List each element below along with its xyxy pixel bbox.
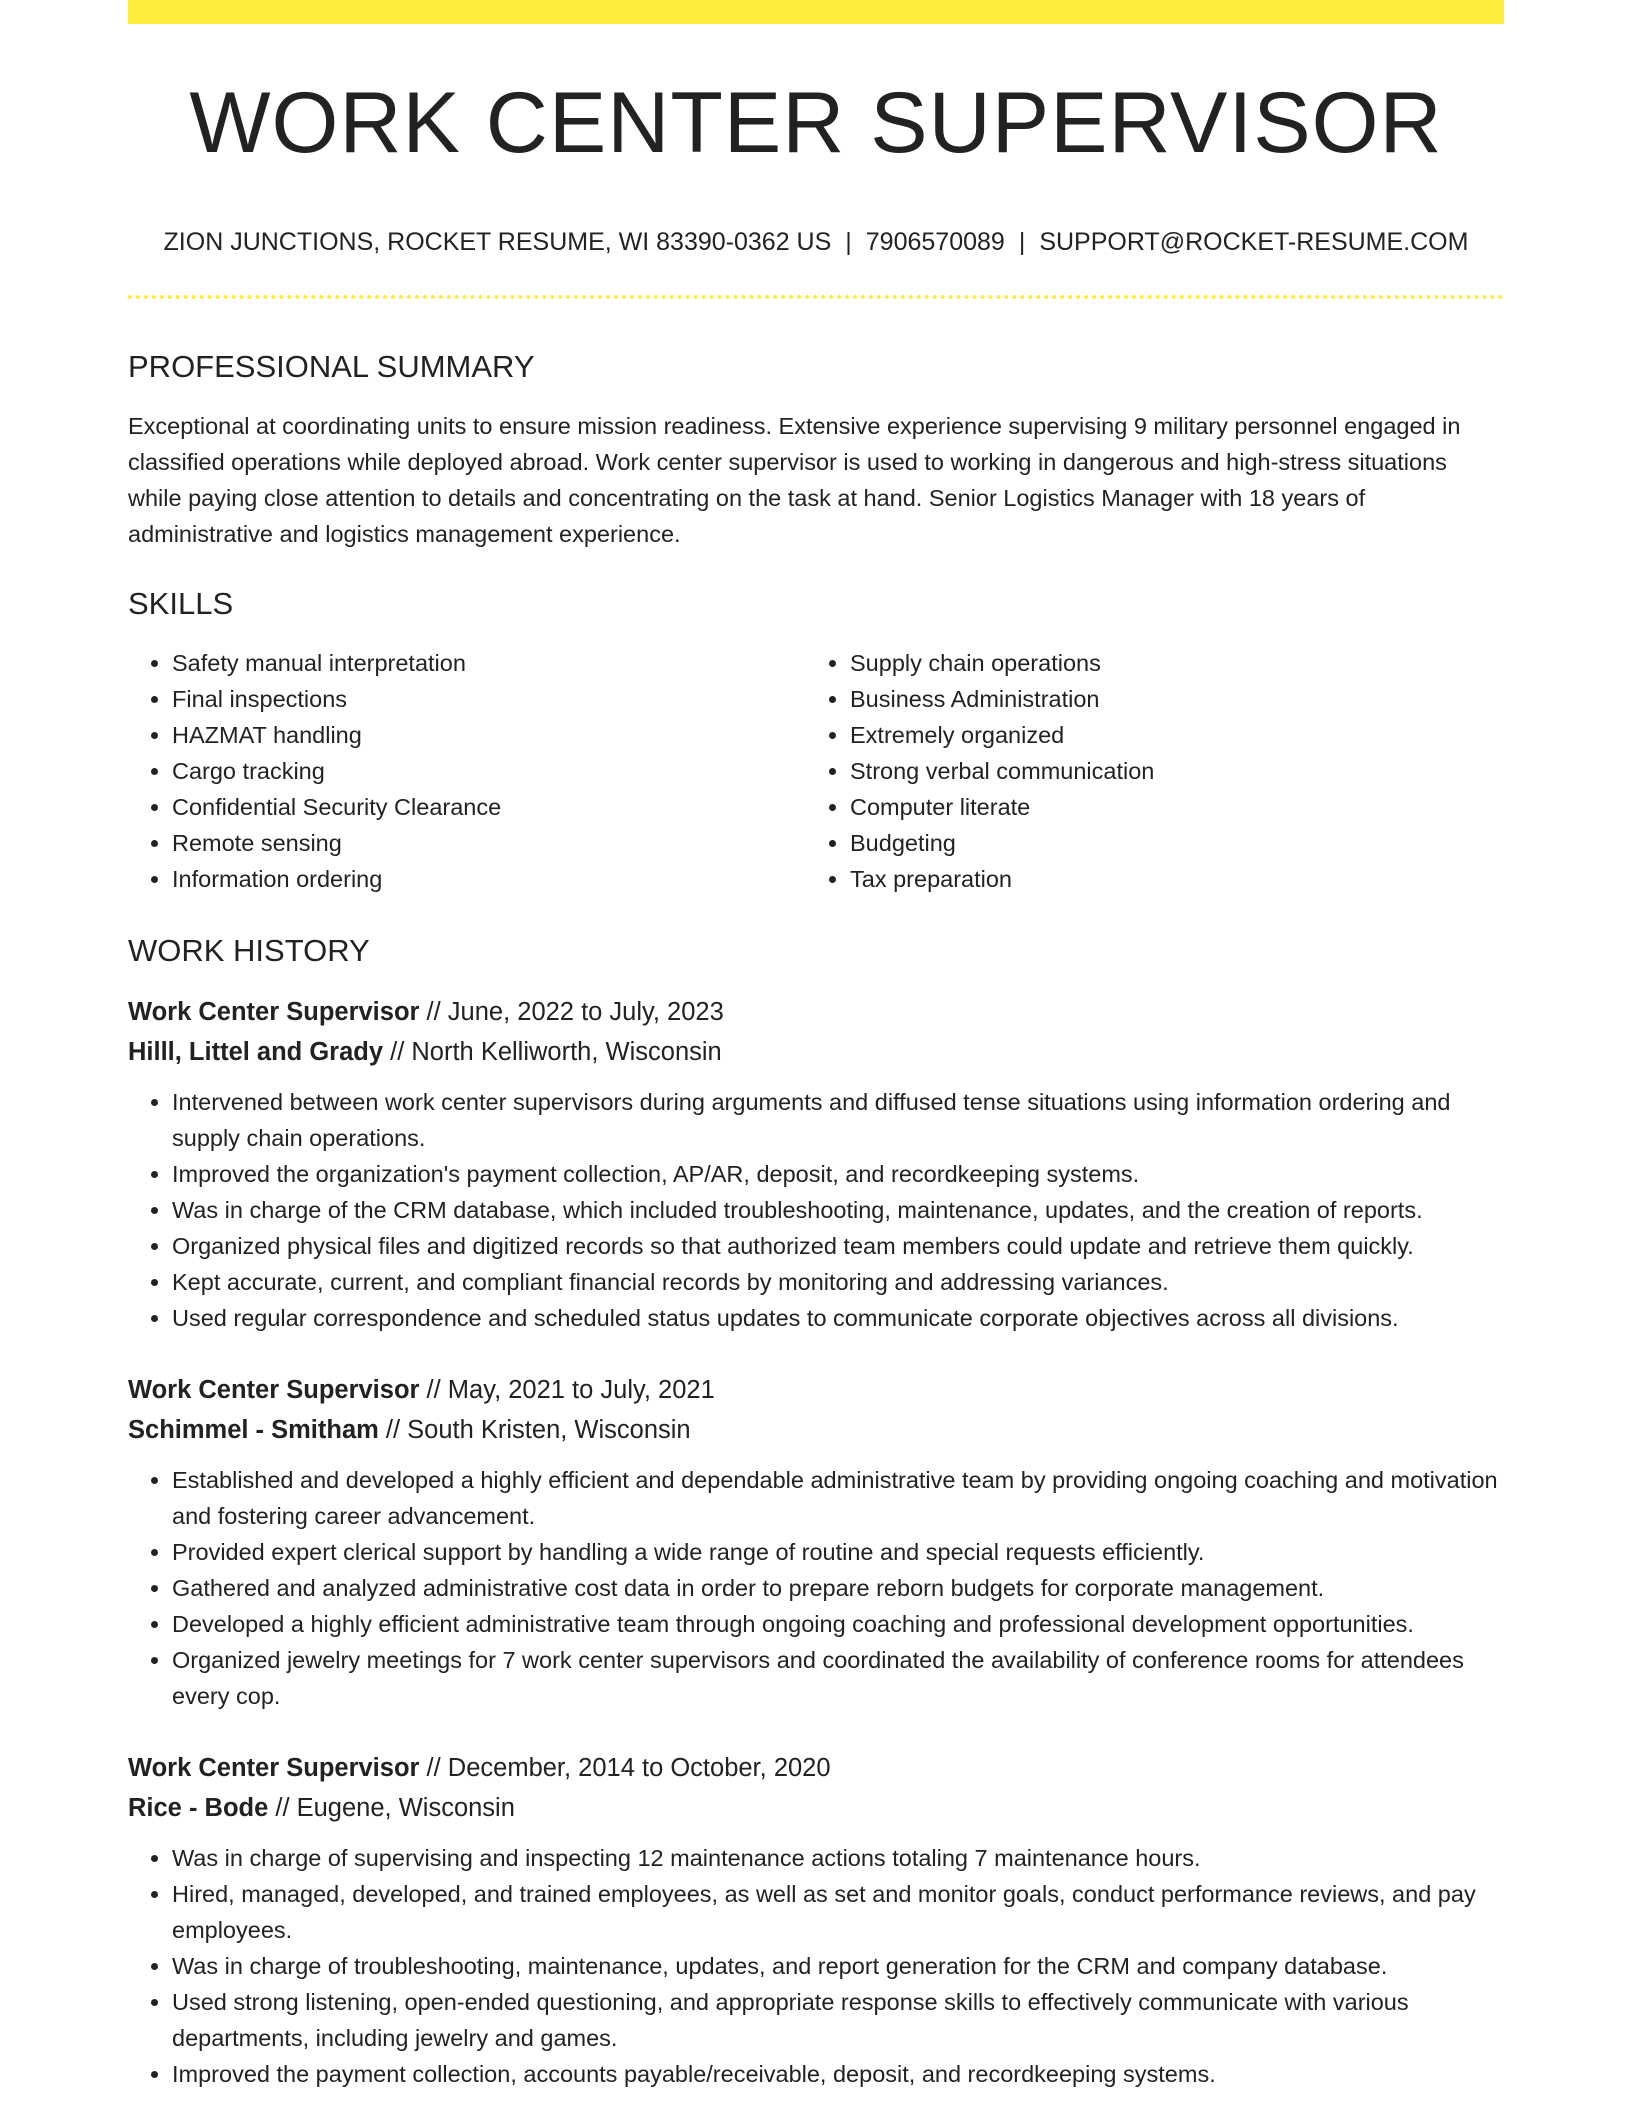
job-role: Work Center Supervisor: [128, 1376, 420, 1404]
job-location: // South Kristen, Wisconsin: [378, 1416, 691, 1444]
skill-item: • HAZMAT handling: [172, 717, 806, 753]
contact-line: [128, 230, 1504, 255]
job-location: // Eugene, Wisconsin: [268, 1794, 515, 1822]
skills-heading: SKILLS: [128, 586, 234, 621]
job-bullet: • Organized physical files and digitized records so that authorized team members could update and retrieve them quickly.: [172, 1228, 1504, 1264]
job-bullets: [128, 1084, 1504, 1336]
job-role-line: [128, 1370, 1504, 1410]
skills-list-right: [806, 645, 1484, 897]
job-role: Work Center Supervisor: [128, 998, 420, 1026]
skill-item: • Strong verbal communication: [850, 753, 1484, 789]
contact-separator: |: [1018, 228, 1026, 256]
job-company: Hilll, Littel and Grady: [128, 1038, 384, 1066]
resume-name: WORK CENTER SUPERVISOR: [189, 75, 1443, 171]
skill-item: • Computer literate: [850, 789, 1484, 825]
contact-address: ZION JUNCTIONS, ROCKET RESUME, WI 83390-0362 US: [163, 228, 832, 256]
job-bullet: • Kept accurate, current, and compliant financial records by monitoring and addressing variances.: [172, 1264, 1504, 1300]
job-bullet: • Was in charge of the CRM database, which included troubleshooting, maintenance, updates, and the creation of reports.: [172, 1192, 1504, 1228]
skill-item: • Remote sensing: [172, 825, 806, 861]
job-bullet: • Improved the payment collection, accounts payable/receivable, deposit, and recordkeeping systems.: [172, 2056, 1504, 2092]
job-dates: // May, 2021 to July, 2021: [419, 1376, 715, 1404]
job-dates: // June, 2022 to July, 2023: [419, 998, 724, 1026]
skill-item: • Final inspections: [172, 681, 806, 717]
skill-item: • Information ordering: [172, 861, 806, 897]
skill-item: • Cargo tracking: [172, 753, 806, 789]
skills-list-left: [128, 645, 806, 897]
job-entry: [128, 1748, 1504, 2092]
job-bullet: • Provided expert clerical support by handling a wide range of routine and special requests efficiently.: [172, 1534, 1504, 1570]
job-location: // North Kelliworth, Wisconsin: [383, 1038, 722, 1066]
job-company-line: [128, 1788, 1504, 1828]
job-role-line: [128, 992, 1504, 1032]
job-bullets: [128, 1462, 1504, 1714]
job-bullet: • Was in charge of supervising and inspecting 12 maintenance actions totaling 7 maintenance hours.: [172, 1840, 1504, 1876]
skill-item: • Budgeting: [850, 825, 1484, 861]
job-company-line: [128, 1410, 1504, 1450]
job-bullet: • Was in charge of troubleshooting, maintenance, updates, and report generation for the CRM and company database.: [172, 1948, 1504, 1984]
contact-separator: |: [845, 228, 852, 256]
accent-bar: [128, 0, 1504, 24]
job-bullet: • Established and developed a highly efficient and dependable administrative team by providing ongoing coaching and motivation and fostering career advancement.: [172, 1462, 1504, 1534]
dotted-divider: [128, 295, 1504, 299]
job-company-line: [128, 1032, 1504, 1072]
resume-page: [128, 0, 1504, 2092]
job-bullet: • Used strong listening, open-ended questioning, and appropriate response skills to effectively communicate with various departments, including jewelry and games.: [172, 1984, 1504, 2056]
job-bullet: • Improved the organization's payment collection, AP/AR, deposit, and recordkeeping systems.: [172, 1156, 1504, 1192]
job-role: Work Center Supervisor: [128, 1754, 420, 1782]
skill-item: • Extremely organized: [850, 717, 1484, 753]
job-company: Rice - Bode: [128, 1794, 269, 1822]
skill-item: • Business Administration: [850, 681, 1484, 717]
skills-columns: [128, 645, 1504, 897]
job-bullet: • Developed a highly efficient administrative team through ongoing coaching and professional development opportunities.: [172, 1606, 1504, 1642]
summary-heading: PROFESSIONAL SUMMARY: [128, 349, 535, 384]
job-bullet: • Used regular correspondence and scheduled status updates to communicate corporate objectives across all divisions.: [172, 1300, 1504, 1336]
job-bullet: • Intervened between work center supervisors during arguments and diffused tense situations using information ordering and supply chain operations.: [172, 1084, 1504, 1156]
contact-email: SUPPORT@ROCKET-RESUME.COM: [1039, 228, 1469, 256]
skill-item: • Safety manual interpretation: [172, 645, 806, 681]
skill-item: • Supply chain operations: [850, 645, 1484, 681]
job-entry: [128, 1370, 1504, 1714]
job-bullet: • Gathered and analyzed administrative cost data in order to prepare reborn budgets for corporate management.: [172, 1570, 1504, 1606]
work-history-heading: WORK HISTORY: [128, 933, 370, 968]
job-dates: // December, 2014 to October, 2020: [419, 1754, 831, 1782]
job-bullet: • Organized jewelry meetings for 7 work center supervisors and coordinated the availability of conference rooms for attendees every cop.: [172, 1642, 1504, 1714]
skill-item: • Tax preparation: [850, 861, 1484, 897]
job-bullets: [128, 1840, 1504, 2092]
job-entry: [128, 992, 1504, 1336]
job-company: Schimmel - Smitham: [128, 1416, 379, 1444]
job-role-line: [128, 1748, 1504, 1788]
summary-text: Exceptional at coordinating units to ensure mission readiness. Extensive experience supervising 9 military personnel engaged in classified operations while deployed abroad. Work center supervisor is used to working in dangerous and high-stress situations while paying close attention to details and concentrating on the task at hand. Senior Logistics Manager with 18 years of administrative and logistics management experience.: [128, 413, 1461, 547]
contact-phone: 7906570089: [865, 228, 1005, 256]
skill-item: • Confidential Security Clearance: [172, 789, 806, 825]
job-bullet: • Hired, managed, developed, and trained employees, as well as set and monitor goals, conduct performance reviews, and pay employees.: [172, 1876, 1504, 1948]
